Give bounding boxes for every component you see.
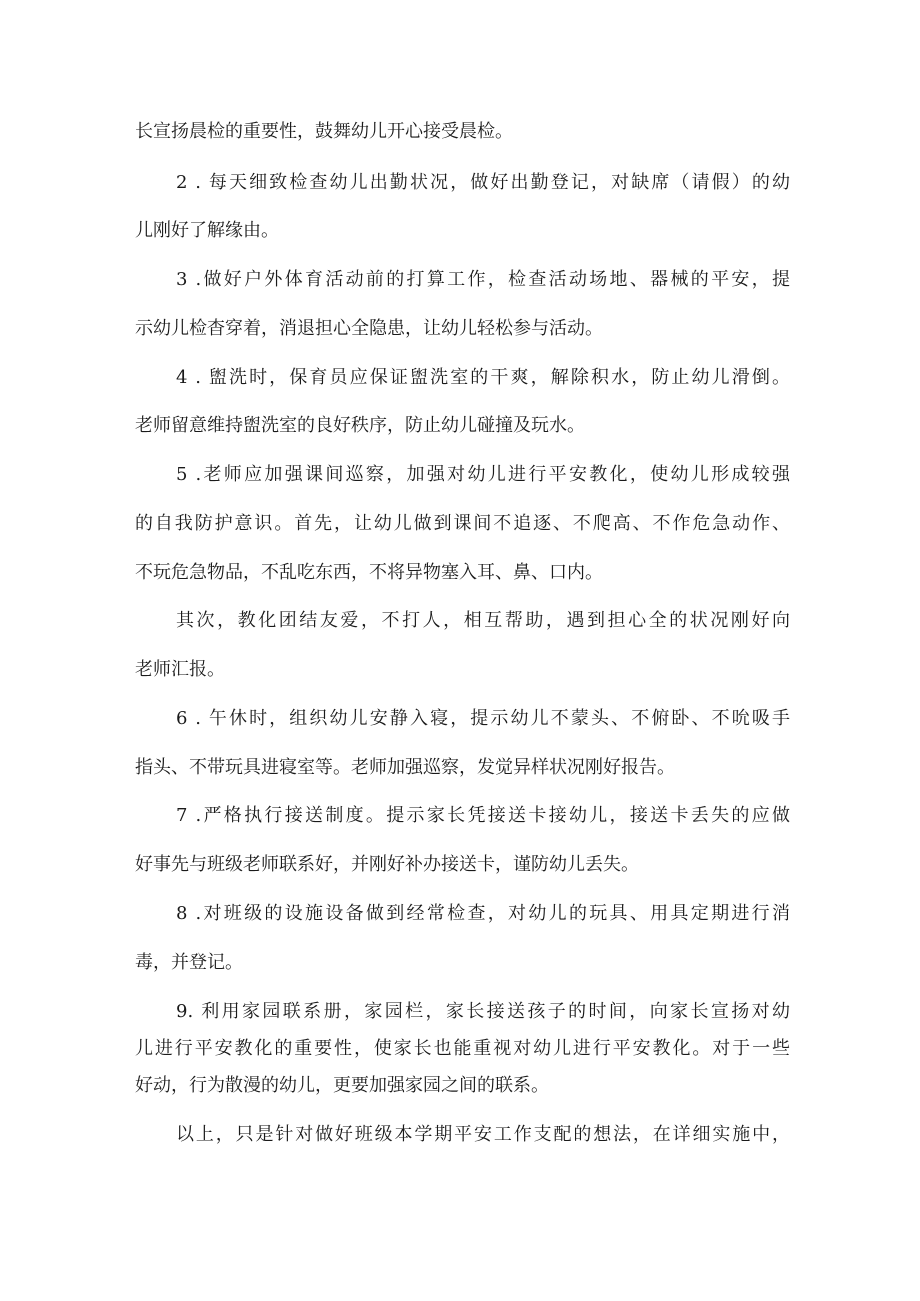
text-line: 儿刚好了解缘由。 (135, 220, 279, 241)
text-line: 长宣扬晨检的重要性，鼓舞幼儿开心接受晨检。 (135, 121, 513, 142)
text-line: 老师留意维持盥洗室的良好秩序，防止幼儿碰撞及玩水。 (135, 415, 585, 436)
text-line: 不玩危急物品，不乱吃东西，不将异物塞入耳、鼻、口内。 (135, 562, 603, 583)
text-line: 其次，教化团结友爱，不打人，相互帮助，遇到担心全的状况刚好向 (176, 610, 790, 631)
text-line: 6 . 午休时，组织幼儿安静入寝，提示幼儿不蒙头、不俯卧、不吮吸手 (176, 708, 790, 729)
text-line: 毒，并登记。 (135, 952, 243, 973)
text-line: 好事先与班级老师联系好，并刚好补办接送卡，谨防幼儿丢失。 (135, 854, 639, 875)
text-line: 7 .严格执行接送制度。提示家长凭接送卡接幼儿，接送卡丢失的应做 (176, 805, 790, 826)
text-line: 4 . 盥洗时，保育员应保证盥洗室的干爽，解除积水，防止幼儿滑倒。 (176, 367, 790, 388)
text-line: 以上，只是针对做好班级本学期平安工作支配的想法，在详细实施中， (176, 1124, 790, 1145)
text-line: 指头、不带玩具进寝室等。老师加强巡察，发觉异样状况刚好报告。 (135, 757, 675, 778)
text-line: 3 .做好户外体育活动前的打算工作，检查活动场地、器械的平安，提 (176, 269, 790, 290)
text-line: 9. 利用家园联系册，家园栏，家长接送孩子的时间，向家长宣扬对幼 (176, 1001, 790, 1022)
text-line: 5 .老师应加强课间巡察，加强对幼儿进行平安教化，使幼儿形成较强 (176, 464, 790, 485)
text-line: 2 . 每天细致检查幼儿出勤状况，做好出勤登记，对缺席（请假）的幼 (176, 172, 790, 193)
text-line: 8 .对班级的设施设备做到经常检查，对幼儿的玩具、用具定期进行消 (176, 903, 790, 924)
text-line: 示幼儿检杳穿着，消退担心全隐患，让幼儿轻松参与活动。 (135, 318, 603, 339)
text-line: 好动，行为散漫的幼儿，更要加强家园之间的联系。 (135, 1075, 549, 1096)
text-line: 的自我防护意识。首先，让幼儿做到课间不追逐、不爬高、不作危急动作、 (135, 513, 790, 534)
text-line: 儿进行平安教化的重要性，使家长也能重视对幼儿进行平安教化。对于一些 (135, 1038, 790, 1059)
text-line: 老师汇报。 (135, 659, 225, 680)
